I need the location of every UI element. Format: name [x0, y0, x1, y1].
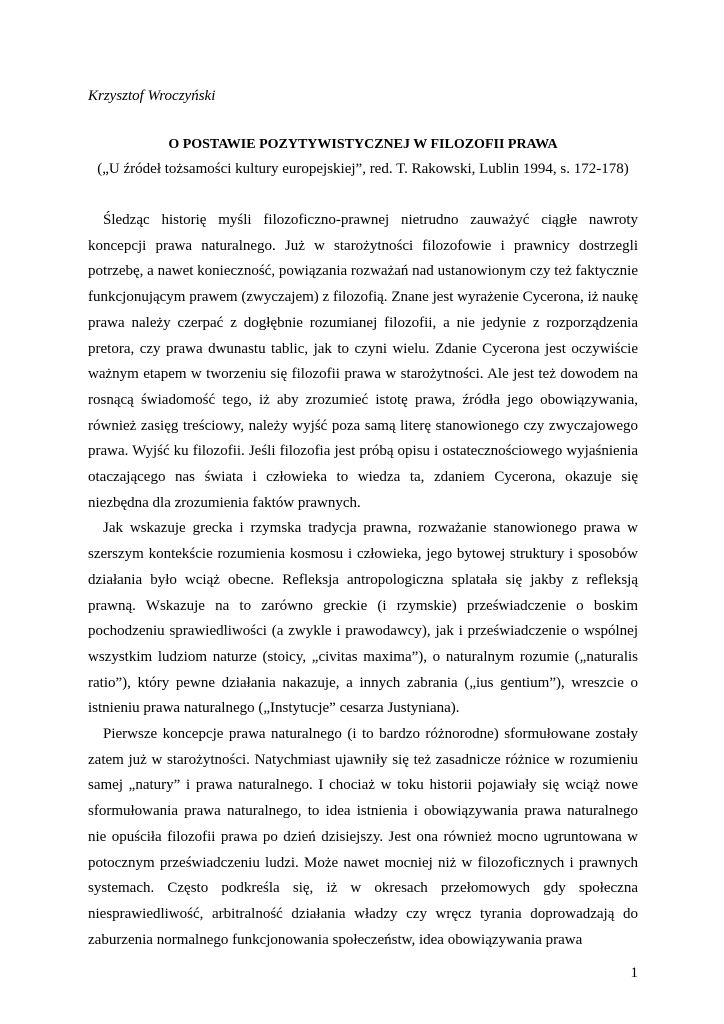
- document-title: O POSTAWIE POZYTYWISTYCZNEJ W FILOZOFII PRAWA: [168, 137, 558, 152]
- paragraph: Śledząc historię myśli filozoficzno-prawnej nietrudno zauważyć ciągłe nawroty koncepcji prawa naturalnego. Już w starożytności filozofowie i prawnicy dostrzegli potrzebę, a nawet konieczność, powiązania rozważań nad ustanowionym czy też faktycznie funkcjonującym prawem (zwyczajem) z filozofią. Znane jest wyrażenie Cycerona, iż naukę prawa należy czerpać z dogłębnie rozumianej filozofii, a nie jedynie z rozporządzenia pretora, czy prawa dwunastu tablic, jak to czyni wielu. Zdanie Cycerona jest oczywiście ważnym etapem w tworzeniu się filozofii prawa w starożytności. Ale jest też dowodem na rosnącą świadomość tego, iż aby zrozumieć istotę prawa, źródła jego obowiązywania, również zasięg treściowy, należy wyjść poza samą literę stanowionego czy zwyczajowego prawa. Wyjść ku filozofii. Jeśli filozofia jest próbą opisu i ostatecznościowego wyjaśnienia otaczającego nas świata i człowieka to wiedza ta, zdaniem Cycerona, okazuje się niezbędna dla zrozumienia faktów prawnych.: [88, 212, 638, 511]
- document-page: [88, 0, 638, 1024]
- page-number: 1: [630, 965, 638, 981]
- paragraph: Pierwsze koncepcje prawa naturalnego (i to bardzo różnorodne) sformułowane zostały zatem już w starożytności. Natychmiast ujawniły się też zasadnicze różnice w rozumieniu samej „natury” i prawa naturalnego. I chociaż w toku historii pojawiały się wciąż nowe sformułowania prawa naturalnego, to idea istnienia i obowiązywania prawa naturalnego nie opuściła filozofii prawa po dzień dzisiejszy. Jest ona również mocno ugruntowana w potocznym przeświadczeniu ludzi. Może nawet mocniej niż w filozoficznych i prawnych systemach. Często podkreśla się, iż w okresach przełomowych gdy społeczna niesprawiedliwość, arbitralność działania władzy czy wręcz tyrania doprowadzają do zaburzenia normalnego funkcjonowania społeczeństw, idea obowiązywania prawa: [88, 726, 638, 948]
- body-text: [88, 208, 638, 953]
- document-subtitle: („U źródeł tożsamości kultury europejskiej”, red. T. Rakowski, Lublin 1994, s. 172-178): [97, 161, 629, 177]
- paragraph: Jak wskazuje grecka i rzymska tradycja prawna, rozważanie stanowionego prawa w szerszym kontekście rozumienia kosmosu i człowieka, jego bytowej struktury i sposobów działania było wciąż obecne. Refleksja antropologiczna splatała się jakby z refleksją prawną. Wskazuje na to zarówno greckie (i rzymskie) przeświadczenie o boskim pochodzeniu sprawiedliwości (a zwykle i prawodawcy), jak i przeświadczenie o wspólnej wszystkim ludziom naturze (stoicy, „civitas maxima”), o naturalnym rozumie („naturalis ratio”), który pewne działania nakazuje, a innych zabrania („ius gentium”), wreszcie o istnieniu prawa naturalnego („Instytucje” cesarza Justyniana).: [88, 520, 638, 717]
- author-name: Krzysztof Wroczyński: [88, 88, 216, 104]
